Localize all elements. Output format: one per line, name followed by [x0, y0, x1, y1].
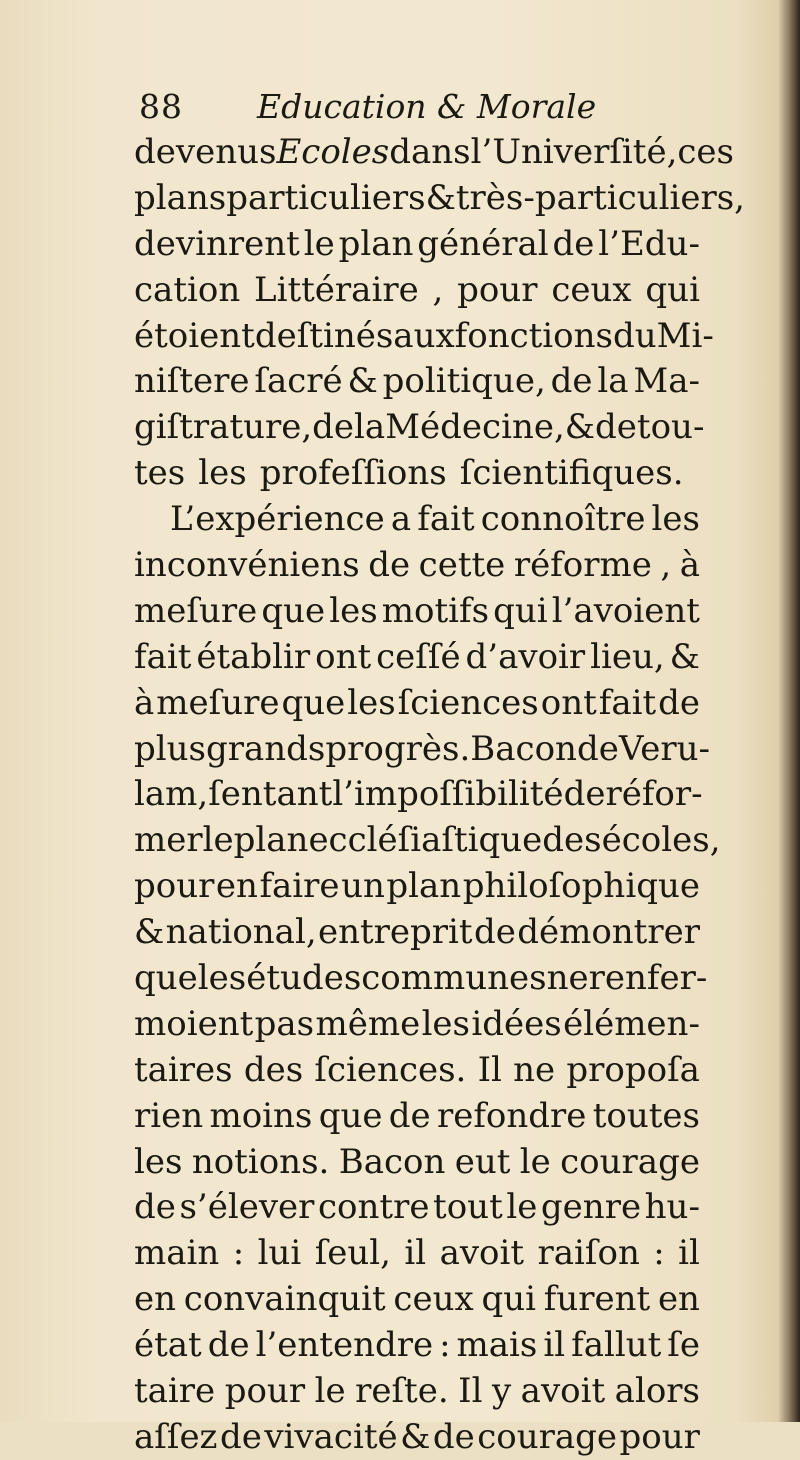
word: convainquit	[183, 1279, 386, 1320]
word: lui	[257, 1233, 302, 1274]
word: Mi-	[656, 315, 714, 356]
word: plan	[338, 223, 414, 264]
word: l’Edu-	[598, 223, 700, 264]
word: lam,	[134, 774, 209, 815]
word: plan	[386, 866, 462, 907]
word: que	[281, 682, 346, 723]
word: qui	[493, 590, 548, 631]
word: fonctions	[454, 315, 613, 356]
text-line	[134, 909, 700, 955]
word: devenus	[134, 132, 277, 172]
word: ne	[513, 1049, 556, 1090]
word: il	[543, 1325, 566, 1366]
word: ſciences.	[314, 1049, 467, 1090]
word: établir	[196, 636, 311, 677]
word: pas	[254, 1003, 315, 1044]
word: à	[134, 682, 155, 723]
word: fait	[417, 499, 475, 540]
word: refondre	[436, 1095, 587, 1136]
word: main	[134, 1233, 220, 1274]
word: propoſa	[566, 1049, 700, 1090]
word: Médecine,	[385, 407, 565, 448]
word: des	[243, 1049, 304, 1090]
word: élémen-	[563, 1003, 700, 1044]
word: faire	[259, 866, 340, 907]
running-head	[139, 82, 699, 132]
word: ,	[432, 269, 444, 310]
word: tes	[134, 453, 186, 494]
word: vivacité	[264, 1416, 398, 1457]
word: de	[134, 1187, 176, 1228]
word: de	[388, 1095, 431, 1136]
word: les	[198, 453, 247, 494]
word: &	[669, 636, 700, 677]
text-line	[134, 1184, 700, 1230]
word: furent	[543, 1279, 651, 1320]
word: reſte.	[355, 1371, 449, 1412]
word: Bacon	[470, 728, 577, 769]
text-line	[134, 1414, 700, 1460]
word: entreprit	[317, 912, 473, 953]
word: courage	[477, 1416, 618, 1457]
text-line	[134, 588, 700, 634]
word: eut	[454, 1141, 511, 1182]
word: ſeul,	[314, 1233, 391, 1274]
word: eccléſiaſtique	[308, 820, 543, 861]
word: ne	[546, 958, 589, 999]
word: que	[261, 590, 326, 631]
word: il	[404, 1233, 427, 1274]
word: de	[552, 223, 595, 264]
word: moient	[134, 1003, 254, 1044]
word: que	[134, 958, 198, 999]
text-line	[134, 771, 703, 817]
word: profeſſions	[259, 453, 447, 494]
word: des	[542, 820, 602, 861]
word: :	[653, 1233, 665, 1274]
word: courage	[560, 1141, 700, 1182]
text-line	[134, 313, 714, 359]
word: que	[318, 1095, 383, 1136]
text-line	[134, 817, 721, 863]
word: le	[519, 1141, 551, 1182]
word: renfer-	[588, 958, 708, 999]
word: général	[417, 223, 549, 264]
text-line	[134, 1322, 700, 1368]
word: l’avoient	[551, 590, 700, 631]
word: L’expérience	[170, 499, 385, 540]
word: motifs	[381, 590, 490, 631]
word: fait	[598, 682, 657, 723]
word: genre	[540, 1187, 642, 1228]
word: niſtere	[134, 361, 250, 402]
word: très-particuliers,	[455, 177, 745, 218]
word: Veru-	[618, 728, 711, 769]
text-line	[134, 1001, 700, 1047]
word: fallut	[571, 1325, 662, 1366]
word: de	[473, 912, 516, 953]
word: études	[246, 958, 362, 999]
word: pour	[457, 269, 538, 310]
word: réforme	[513, 545, 652, 586]
word: écoles,	[601, 820, 721, 861]
word: communes	[361, 958, 547, 999]
word: national,	[165, 912, 317, 953]
text-line	[134, 1139, 700, 1185]
word: un	[341, 866, 385, 907]
word: les	[197, 958, 247, 999]
word: ſcientifiques.	[459, 453, 684, 494]
word: le	[303, 223, 335, 264]
word: a	[390, 499, 412, 540]
word: aſſez	[134, 1416, 218, 1457]
word: tou-	[636, 407, 705, 448]
word: de	[432, 1416, 475, 1457]
word: de	[219, 1416, 262, 1457]
word: &	[134, 912, 165, 953]
word: de	[563, 774, 606, 815]
text-line	[134, 955, 708, 1001]
word: meſure	[134, 590, 258, 631]
word: ont	[315, 636, 372, 677]
word: la	[354, 407, 386, 448]
text-line	[134, 404, 705, 450]
word: raiſon	[537, 1233, 640, 1274]
word: qui	[645, 269, 700, 310]
word: moins	[209, 1095, 313, 1136]
word: en	[657, 1279, 700, 1320]
word: politique,	[382, 361, 546, 402]
word: :	[439, 1325, 451, 1366]
word: hu-	[644, 1187, 700, 1228]
word: avoit	[520, 1371, 606, 1412]
text-line	[134, 680, 700, 726]
word: même	[315, 1003, 421, 1044]
page-number: 88	[139, 87, 183, 126]
word: de	[312, 407, 355, 448]
word: les	[651, 499, 700, 540]
text-line	[134, 267, 700, 313]
word: ſacré	[254, 361, 343, 402]
word: cette	[418, 545, 506, 586]
word: &	[400, 1416, 431, 1457]
word: philoſophique	[462, 866, 700, 907]
word: plans	[134, 177, 227, 218]
word: connoître	[480, 499, 646, 540]
word: les	[347, 682, 396, 723]
word: ſentant	[208, 774, 333, 815]
word: du	[613, 315, 657, 356]
word: la	[597, 361, 629, 402]
word: plus	[134, 728, 206, 769]
word: plan	[233, 820, 309, 861]
word: ceſſé	[376, 636, 461, 677]
word: &	[564, 407, 596, 448]
text-line	[134, 726, 711, 772]
word: pour	[134, 866, 215, 907]
word: toutes	[592, 1095, 700, 1136]
word: particuliers	[226, 177, 426, 218]
word: Bacon	[338, 1141, 446, 1182]
word: de	[658, 682, 700, 723]
word: réfor-	[605, 774, 703, 815]
running-title: Education & Morale	[257, 87, 597, 126]
word: Il	[458, 1371, 483, 1412]
word: notions.	[191, 1141, 330, 1182]
page-binding-edge	[778, 0, 800, 1422]
word: étoient	[134, 315, 255, 356]
text-line	[134, 1368, 700, 1414]
word: idées	[471, 1003, 562, 1044]
word: en	[134, 1279, 177, 1320]
word: lieu,	[590, 636, 665, 677]
word: :	[232, 1233, 245, 1274]
word: deſtinés	[254, 315, 394, 356]
word: mais	[456, 1325, 538, 1366]
word: Ecoles	[276, 132, 390, 172]
word: l’impoſſibilité	[332, 774, 564, 815]
word: aux	[393, 315, 455, 356]
word: l’entendre	[255, 1325, 434, 1366]
text-line	[134, 863, 700, 909]
text-line	[134, 634, 700, 680]
word: s’élever	[179, 1187, 315, 1228]
word: démontrer	[517, 912, 700, 953]
word: dans	[389, 132, 471, 172]
word: progrès.	[325, 728, 471, 769]
word: Il	[477, 1049, 502, 1090]
word: giſtrature,	[134, 407, 313, 448]
word: ont	[540, 682, 597, 723]
word: état	[134, 1325, 202, 1366]
word: taires	[134, 1049, 233, 1090]
text-line	[134, 129, 735, 175]
word: pour	[224, 1371, 306, 1412]
word: de	[368, 545, 411, 586]
word: qui	[481, 1279, 536, 1320]
word: avoit	[439, 1233, 525, 1274]
word: les	[134, 1141, 183, 1182]
word: les	[329, 590, 378, 631]
text-line	[134, 1093, 700, 1139]
word: ſciences	[397, 682, 539, 723]
word: ſe	[667, 1325, 700, 1366]
word: fait	[134, 636, 192, 677]
word: rien	[134, 1095, 204, 1136]
word: cation	[134, 269, 241, 310]
text-line	[134, 221, 700, 267]
word: ceux	[393, 1279, 474, 1320]
word: meſure	[156, 682, 280, 723]
text-line	[134, 1047, 700, 1093]
word: d’avoir	[465, 636, 586, 677]
word: &	[347, 361, 378, 402]
word: grands	[205, 728, 326, 769]
word: contre	[318, 1187, 430, 1228]
word: &	[425, 177, 456, 218]
word: mer	[134, 820, 203, 861]
body-text	[134, 129, 745, 1460]
word: ceux	[551, 269, 632, 310]
word: ,	[660, 545, 672, 586]
word: de	[576, 728, 619, 769]
word: y	[491, 1371, 512, 1412]
text-line	[134, 358, 700, 404]
word: pour	[619, 1416, 700, 1457]
word: ces	[677, 132, 735, 172]
word: le	[314, 1371, 346, 1412]
word: le	[506, 1187, 538, 1228]
word: taire	[134, 1371, 216, 1412]
word: il	[678, 1233, 700, 1274]
word: l’Univerſité,	[470, 132, 678, 172]
word: tout	[433, 1187, 503, 1228]
word: à	[679, 545, 700, 586]
word: Littéraire	[254, 269, 419, 310]
text-line	[134, 496, 700, 542]
text-line	[134, 542, 700, 588]
word: Ma-	[633, 361, 700, 402]
word: de	[595, 407, 637, 448]
word: le	[202, 820, 234, 861]
word: inconvéniens	[134, 545, 360, 586]
word: de	[550, 361, 593, 402]
word: alors	[614, 1371, 700, 1412]
text-line	[134, 450, 700, 496]
word: les	[421, 1003, 471, 1044]
word: devinrent	[134, 223, 300, 264]
word: en	[215, 866, 258, 907]
word: de	[207, 1325, 250, 1366]
text-line	[134, 1276, 700, 1322]
text-line	[134, 175, 745, 221]
text-line	[134, 1230, 700, 1276]
